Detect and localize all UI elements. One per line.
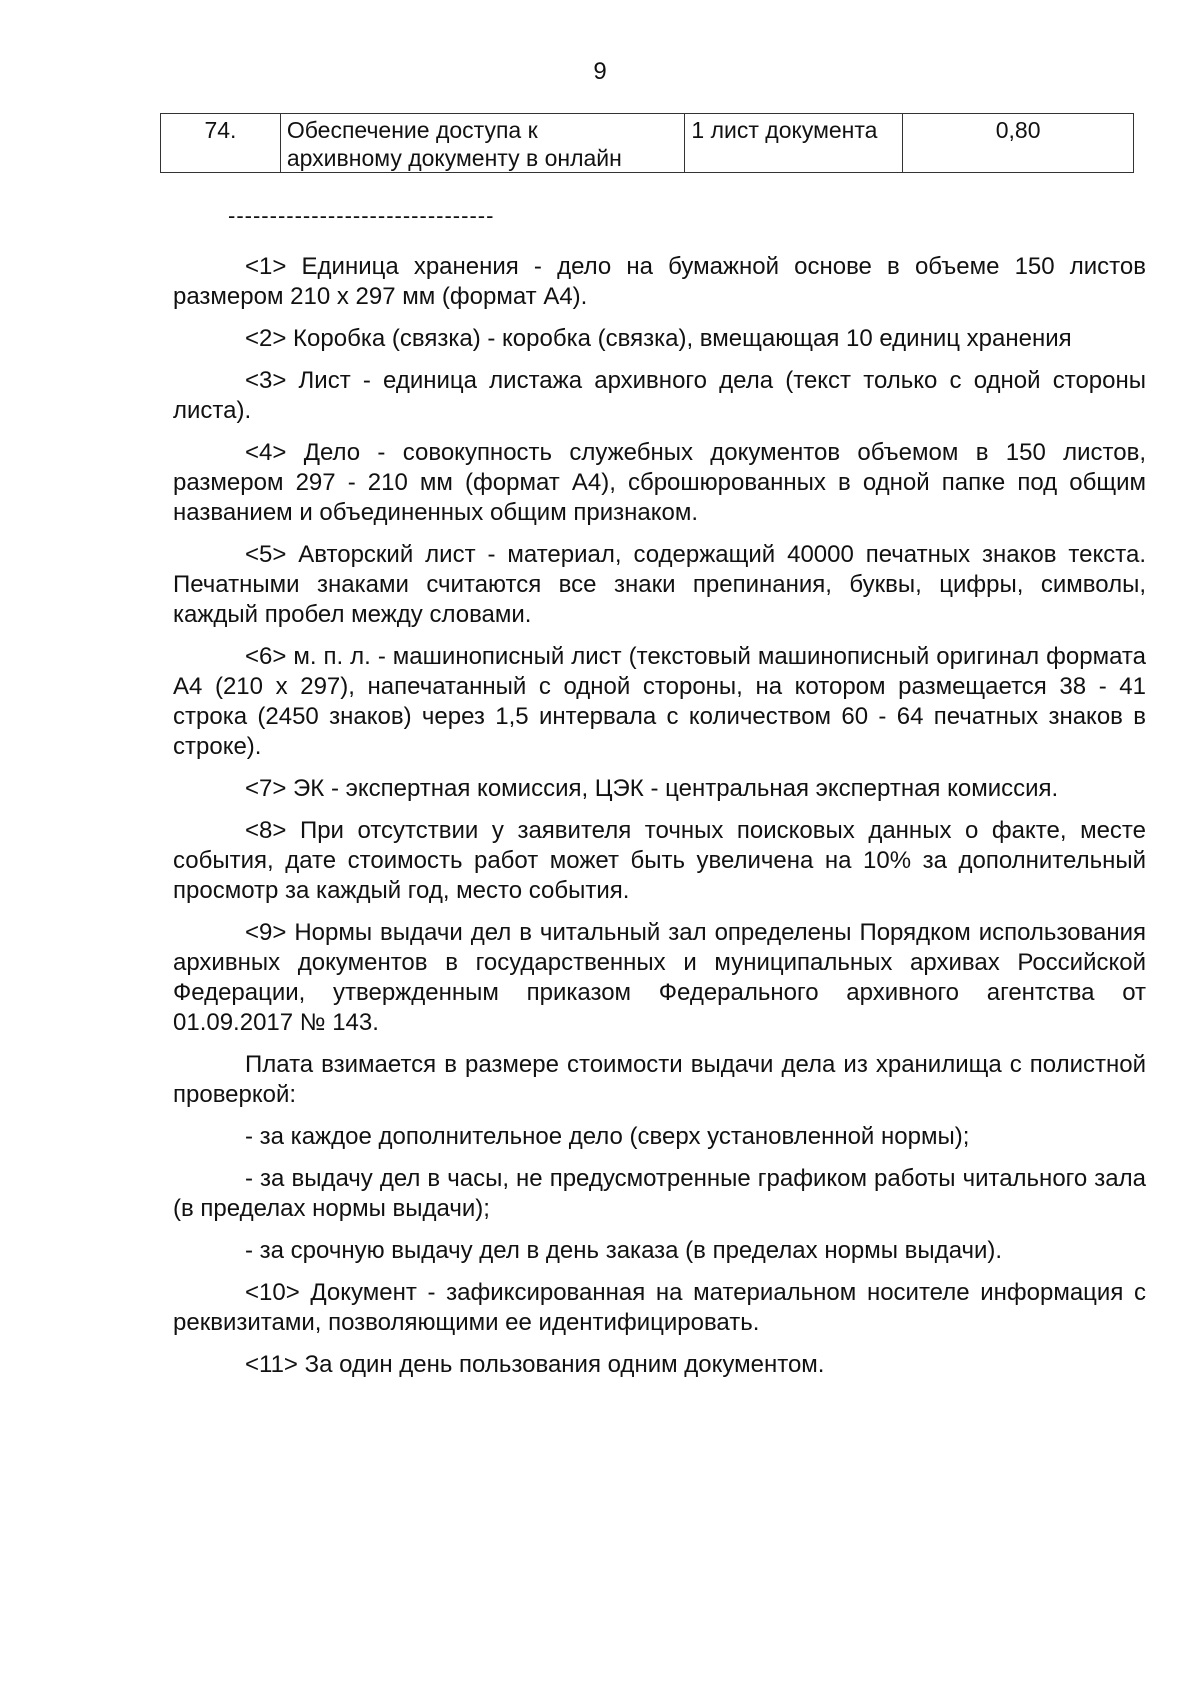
fee-table (160, 113, 1134, 173)
footnote-separator: -------------------------------- (228, 203, 495, 228)
footnote-paragraph: <8> При отсутствии у заявителя точных поисковых данных о факте, месте события, дате стоимость работ может быть увеличена на 10% за дополнительный просмотр за каждый год, место события. (173, 817, 1146, 904)
page-number: 9 (593, 58, 607, 85)
footnote-paragraph: <7> ЭК - экспертная комиссия, ЦЭК - центральная экспертная комиссия. (245, 775, 1059, 802)
table-row (161, 114, 1134, 173)
row-number-cell: 74. (161, 114, 281, 173)
footnote-paragraph: <5> Авторский лист - материал, содержащий 40000 печатных знаков текста. Печатными знаками считаются все знаки препинания, буквы, цифры, символы, каждый пробел между словами. (173, 541, 1146, 628)
service-name-cell (280, 114, 685, 173)
footnote-paragraph: <2> Коробка (связка) - коробка (связка), вмещающая 10 единиц хранения (245, 325, 1072, 352)
footnote-paragraph: Плата взимается в размере стоимости выдачи дела из хранилища с полистной проверкой: (173, 1051, 1146, 1108)
unit-cell: 1 лист документа (685, 114, 903, 173)
price-cell: 0,80 (903, 114, 1134, 173)
footnote-paragraph: <11> За один день пользования одним документом. (245, 1351, 825, 1378)
footnote-paragraph: <10> Документ - зафиксированная на материальном носителе информация с реквизитами, позволяющими ее идентифицировать. (173, 1279, 1146, 1336)
footnote-paragraph: - за срочную выдачу дел в день заказа (в пределах нормы выдачи). (245, 1237, 1003, 1264)
footnote-paragraph: <6> м. п. л. - машинописный лист (текстовый машинописный оригинал формата А4 (210 x 297), напечатанный с одной стороны, на котором размещается 38 - 41 строка (2450 знаков) через 1,5 интервала с количеством 60 - 64 печатных знаков в строке). (173, 643, 1146, 760)
footnote-paragraph: <4> Дело - совокупность служебных документов объемом в 150 листов, размером 297 - 210 мм (формат А4), сброшюрованных в одной папке под общим названием и объединенных общим признаком. (173, 439, 1146, 526)
footnote-paragraph: <9> Нормы выдачи дел в читальный зал определены Порядком использования архивных документов в государственных и муниципальных архивах Российской Федерации, утвержденным приказом Федерального архивного агентства от 01.09.2017 № 143. (173, 919, 1146, 1036)
service-name-line: архивному документу в онлайн (286, 145, 622, 171)
footnote-paragraph: - за выдачу дел в часы, не предусмотренные графиком работы читального зала (в пределах нормы выдачи); (173, 1165, 1146, 1222)
footnotes (173, 252, 1146, 1392)
footnote-paragraph: <3> Лист - единица листажа архивного дела (текст только с одной стороны листа). (173, 367, 1146, 424)
service-name-line: Обеспечение доступа к (286, 117, 538, 143)
footnote-paragraph: - за каждое дополнительное дело (сверх установленной нормы); (245, 1123, 970, 1150)
footnote-paragraph: <1> Единица хранения - дело на бумажной основе в объеме 150 листов размером 210 x 297 мм (формат А4). (173, 253, 1146, 310)
